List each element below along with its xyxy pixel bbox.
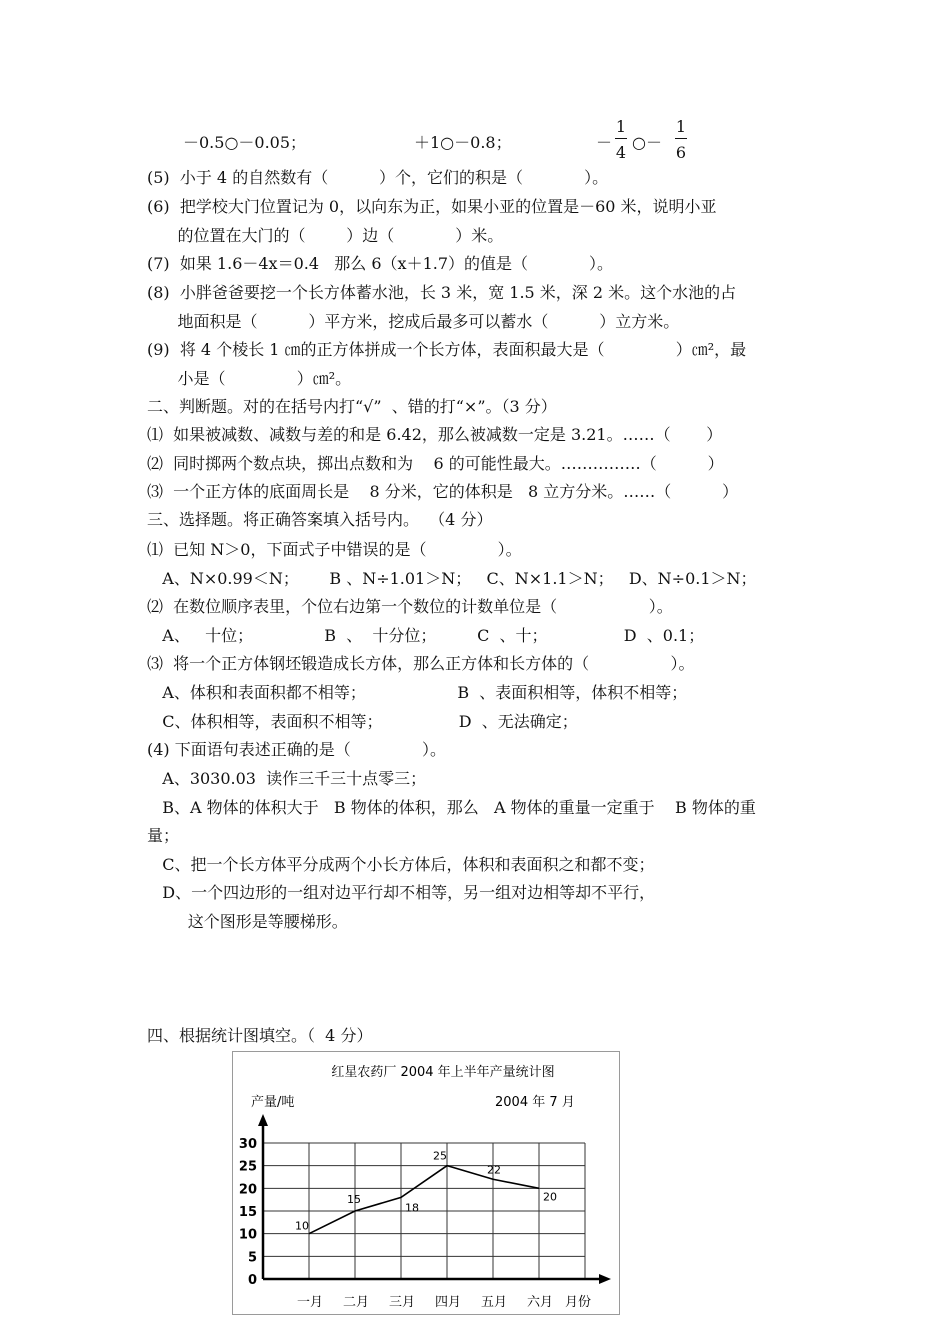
choice-line: (4) 下面语句表述正确的是（ ）。 [147, 740, 446, 759]
chart-date-note: 2004 年 7 月 [495, 1095, 575, 1110]
data-label: 22 [487, 1163, 501, 1177]
choice-line: B、A 物体的体积大于 B 物体的体积，那么 A 物体的重量一定重于 B 物体的重 [147, 798, 756, 817]
data-label: 25 [433, 1149, 447, 1163]
true-false-item: ⑴ 如果被减数、减数与差的和是 6.42，那么被减数一定是 3.21。……（ ） [147, 425, 723, 444]
fill-blank-line: (9) 将 4 个棱长 1 ㎝的正方体拼成一个长方体，表面积最大是（ ）㎝²，最 [147, 340, 747, 359]
fraction-2-bar [675, 138, 687, 139]
choice-line: C、把一个长方体平分成两个小长方体后，体积和表面积之和都不变； [147, 855, 655, 874]
choice-line: A、3030.03 读作三千三十点零三； [147, 769, 427, 788]
chart-svg [233, 1052, 619, 1314]
choice-line: ⑶ 将一个正方体钢坯锻造成长方体，那么正方体和长方体的（ ）。 [147, 654, 695, 673]
fill-blank-line: (5) 小于 4 的自然数有（ ）个，它们的积是（ ）。 [147, 168, 609, 187]
fill-blank-line: (8) 小胖爸爸要挖一个长方体蓄水池，长 3 米，宽 1.5 米，深 2 米。这个水池的占 [147, 283, 737, 302]
x-axis-arrow-icon [599, 1274, 611, 1284]
fraction-1-numerator: 1 [615, 117, 627, 136]
y-tick-label: 10 [238, 1227, 257, 1243]
choice-line: A、 十位； B 、 十分位； C 、十； D 、0.1； [147, 626, 705, 645]
fraction-2-numerator: 1 [675, 117, 687, 136]
section-4-title: 四、根据统计图填空。（ 4 分） [147, 1026, 373, 1045]
compare-item-1: －0.5○－0.05； [183, 133, 307, 152]
fill-blank-line: 小是（ ）㎝²。 [147, 369, 352, 388]
x-tick-label: 一月 [296, 1295, 324, 1310]
chart-title: 红星农药厂 2004 年上半年产量统计图 [331, 1065, 555, 1080]
x-tick-label: 三月 [388, 1295, 416, 1310]
choice-line: A、体积和表面积都不相等； B 、表面积相等，体积不相等； [147, 683, 688, 702]
fraction-1-bar [615, 138, 627, 139]
line-chart [232, 1051, 620, 1315]
y-tick-label: 30 [238, 1137, 257, 1152]
compare-item-3-mid: ○－ [632, 133, 662, 152]
fill-blank-line: (7) 如果 1.6－4x＝0.4 那么 6（x＋1.7）的值是（ ）。 [147, 254, 614, 273]
fill-blank-line: 的位置在大门的（ ）边（ ）米。 [147, 226, 504, 245]
x-tick-label: 六月 [526, 1295, 554, 1310]
y-tick-label: 15 [238, 1205, 257, 1220]
x-tick-label: 五月 [480, 1295, 508, 1310]
data-label: 10 [295, 1219, 309, 1233]
y-axis-arrow-icon [258, 1114, 268, 1126]
choice-line: A、N×0.99＜N； B 、N÷1.01＞N； C、N×1.1＞N； D、N÷0.1＞N； [147, 569, 757, 588]
compare-item-2: ＋1○－0.8； [414, 133, 512, 152]
true-false-item: ⑶ 一个正方体的底面周长是 8 分米，它的体积是 8 立方分米。……（ ） [147, 482, 739, 501]
fill-blank-line: (6) 把学校大门位置记为 0，以向东为正，如果小亚的位置是－60 米，说明小亚 [147, 197, 717, 216]
choice-line: D、一个四边形的一组对边平行却不相等，另一组对边相等却不平行， [147, 883, 656, 902]
compare-item-3-sign: － [596, 133, 613, 152]
fraction-2-denominator: 6 [675, 143, 687, 162]
choice-line: 量； [147, 826, 180, 845]
section-3-title: 三、选择题。将正确答案填入括号内。 （4 分） [147, 510, 493, 529]
y-tick-label: 5 [247, 1250, 257, 1266]
x-axis-label: 月份 [564, 1295, 592, 1310]
fraction-1-denominator: 4 [615, 143, 627, 162]
fill-blank-line: 地面积是（ ）平方米，挖成后最多可以蓄水（ ）立方米。 [147, 312, 680, 331]
y-axis-label: 产量/吨 [251, 1095, 295, 1110]
y-tick-label: 25 [238, 1159, 257, 1175]
section-2-title: 二、判断题。对的在括号内打“√” 、错的打“×”。（3 分） [147, 397, 557, 416]
x-tick-label: 四月 [434, 1295, 462, 1310]
choice-line: C、体积相等，表面积不相等； D 、无法确定； [147, 712, 578, 731]
series-line [309, 1166, 539, 1234]
true-false-item: ⑵ 同时掷两个数点块，掷出点数和为 6 的可能性最大。……………（ ） [147, 454, 724, 473]
y-tick-label: 20 [238, 1182, 257, 1198]
y-tick-label: 0 [247, 1273, 257, 1288]
data-label: 18 [405, 1201, 419, 1215]
choice-line: ⑵ 在数位顺序表里，个位右边第一个数位的计数单位是（ ）。 [147, 597, 673, 616]
x-tick-label: 二月 [342, 1295, 370, 1310]
data-label: 15 [347, 1193, 361, 1206]
choice-line: ⑴ 已知 N＞0，下面式子中错误的是（ ）。 [147, 540, 522, 559]
data-label: 20 [543, 1190, 557, 1204]
choice-line: 这个图形是等腰梯形。 [147, 912, 348, 931]
